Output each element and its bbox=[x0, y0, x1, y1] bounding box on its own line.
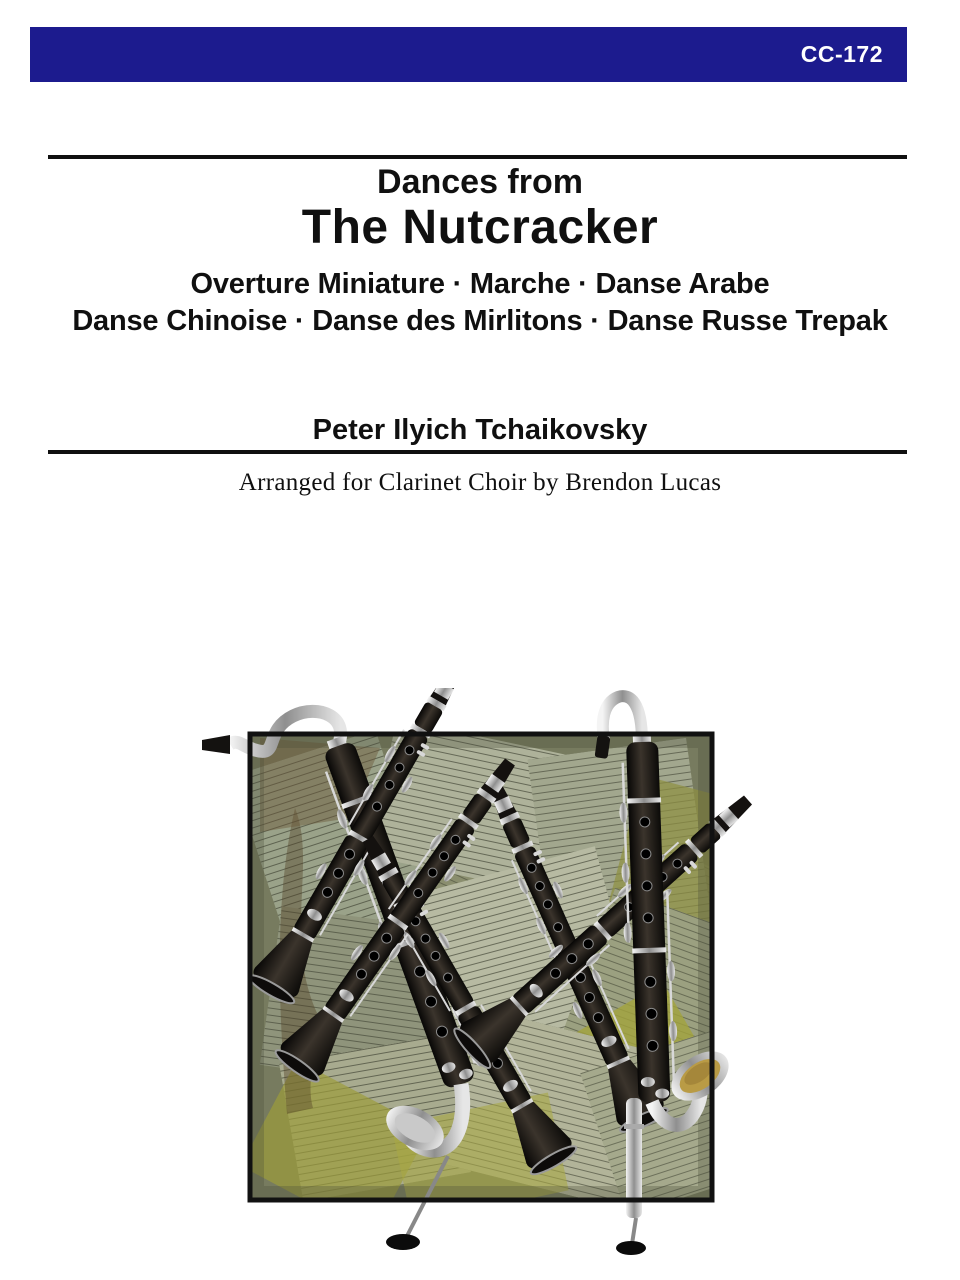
movements-line-1: Overture Miniature · Marche · Danse Arabe bbox=[190, 268, 770, 300]
top-rule bbox=[48, 155, 907, 159]
composer-rule bbox=[48, 450, 907, 454]
header-bar bbox=[30, 27, 907, 82]
catalog-number-badge: CC-172 bbox=[800, 41, 883, 67]
floor-peg-right bbox=[616, 1218, 646, 1255]
page-title: The Nutcracker bbox=[301, 201, 659, 254]
clarinet-collage-art bbox=[200, 688, 770, 1270]
supertitle: Dances from bbox=[377, 163, 583, 201]
arranger-credit: Arranged for Clarinet Choir by Brendon Lucas bbox=[238, 469, 722, 496]
movements-line-2: Danse Chinoise · Danse des Mirlitons · Danse Russe Trepak bbox=[72, 305, 888, 337]
composer-name: Peter Ilyich Tchaikovsky bbox=[312, 414, 648, 446]
